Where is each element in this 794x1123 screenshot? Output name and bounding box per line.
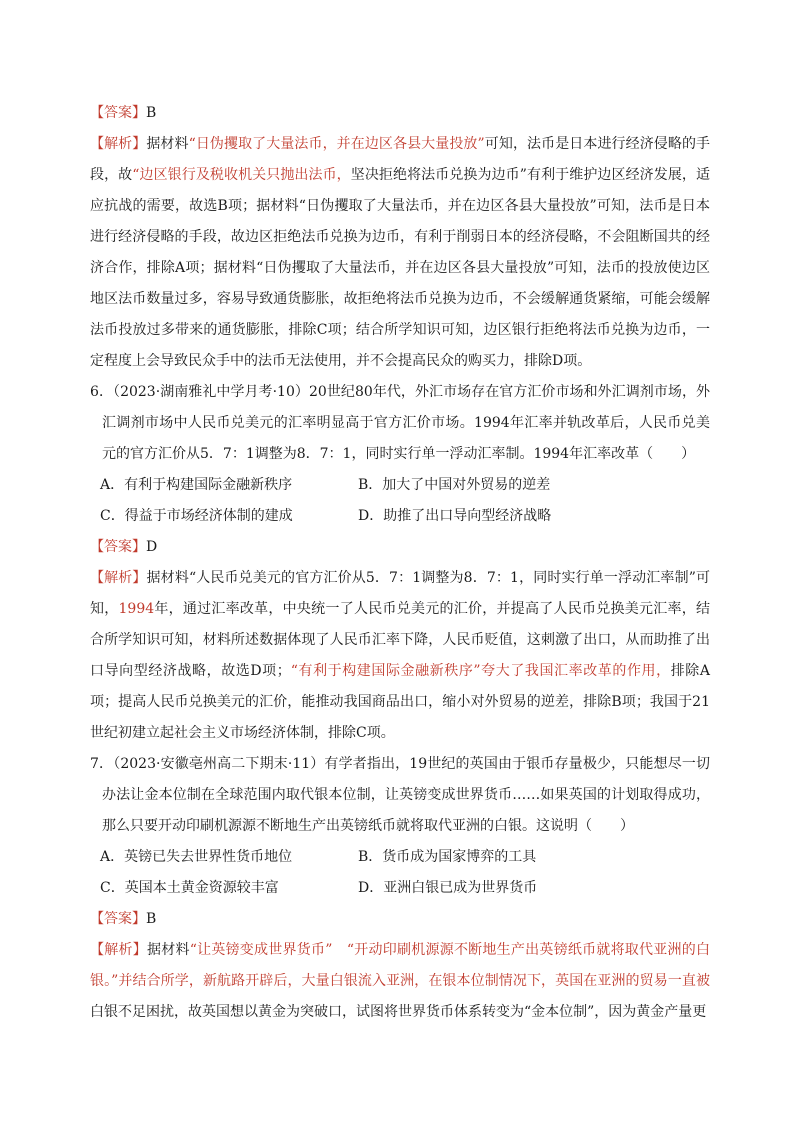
analysis-tag: 【解析】: [90, 570, 147, 586]
analysis-segment: 年，通过汇率改革，中央统一了人民币兑美元的汇价，并提高了人民币兑换美元汇率，结合所学知识可知，材料所述数据体现了人民币汇率下降，人民币贬值，这刺激了出口，从而助推了出口导向型经济战略，故选D项；: [90, 601, 711, 679]
analysis-tag: 【解析】: [90, 942, 147, 958]
analysis-segment: 排除A项；提高人民币兑换美元的汇价，能推动我国商品出口，缩小对外贸易的逆差，排除B项；我国于21世纪初建立起社会主义市场经济体制，排除C项。: [90, 663, 710, 741]
answer-value: B: [146, 911, 157, 927]
option-a: A．有利于构建国际金融新秩序: [100, 477, 293, 493]
option-b: B．货币成为国家博弈的工具: [358, 849, 537, 865]
q6-stem: [90, 377, 710, 470]
option-c: C．英国本土黄金资源较丰富: [100, 880, 279, 896]
analysis-segment: 可知，法币是日本进行经济侵略的手段，故: [90, 136, 711, 183]
answer-tag: 【答案】: [90, 911, 146, 927]
document-page: [90, 98, 710, 1028]
q7-options-row-1: [90, 842, 710, 873]
answer-tag: 【答案】: [90, 539, 146, 555]
q5-analysis: [90, 129, 710, 377]
q7-answer-line: [90, 904, 710, 935]
question-number: 6．: [90, 384, 114, 400]
q6-options-row-2: [90, 501, 710, 532]
analysis-tag: 【解析】: [90, 136, 147, 152]
answer-value: D: [146, 539, 158, 555]
option-a: A．英镑已失去世界性货币地位: [100, 849, 293, 865]
question-source: （2023·湖南雅礼中学月考·10）: [113, 384, 309, 400]
analysis-segment: 白银不足困扰，故英国想以黄金为突破口，试图将世界货币体系转变为“金本位制”，因为黄金产量更: [90, 1004, 707, 1020]
option-c: C．得益于市场经济体制的建成: [100, 508, 293, 524]
analysis-segment: 坚决拒绝将法币兑换为边币”有利于维护边区经济发展，适应抗战的需要，故选B项；据材料“日伪攫取了大量法币，并在边区各县大量投放”可知，法币是日本进行经济侵略的手段，故边区拒绝法币兑换为边币，有利于削弱日本的经济侵略，不会阻断国共的经济合作，排除A项；据材料“日伪攫取了大量法币，并在边区各县大量投放”可知，法币的投放使边区地区法币数量过多，容易导致通货膨胀，故拒绝将法币兑换为边币，不会缓解通货紧缩，可能会缓解法币投放过多带来的通货膨胀，排除C项；结合所学知识可知，边区银行拒绝将法币兑换为边币，一定程度上会导致民众手中的法币无法使用，并不会提高民众的购买力，排除D项。: [90, 167, 711, 369]
analysis-segment: “边区银行及税收机关只抛出法币，: [132, 167, 351, 183]
q6-answer-line: [90, 532, 710, 563]
q7-analysis: [90, 935, 710, 1028]
q6-options-row-1: [90, 470, 710, 501]
question-stem: 20世纪80年代，外汇市场存在官方汇价市场和外汇调剂市场，外汇调剂市场中人民币兑美元的汇率明显高于官方汇价市场。1994年汇率并轨改革后，人民币兑美元的官方汇价从5．7：1调整为8．7：1，同时实行单一浮动汇率制。1994年汇率改革（ ）: [102, 384, 710, 462]
analysis-segment: “让英镑变成世界货币” “开动印刷机源源不断地生产出英镑纸币就将取代亚洲的白银。”并结合所学，新航路开辟后，大量白银流入亚洲，在银本位制情况下，英国在亚洲的贸易一直被: [90, 942, 710, 989]
analysis-body: [90, 570, 710, 741]
analysis-segment: “有利于构建国际金融新秩序”夸大了我国汇率改革的作用，: [290, 663, 671, 679]
analysis-segment: 1994: [118, 601, 155, 617]
q5-answer-line: [90, 98, 710, 129]
q6-analysis: [90, 563, 710, 749]
analysis-segment: “日伪攫取了大量法币，并在边区各县大量投放”: [188, 136, 485, 152]
option-b: B．加大了中国对外贸易的逆差: [358, 477, 551, 493]
analysis-segment: 据材料“人民币兑美元的官方汇价从5．7：1调整为8．7：1，同时实行单一浮动汇率制”可知，: [90, 570, 710, 617]
q7-stem: [90, 749, 710, 842]
question-source: （2023·安徽亳州高二下期末·11）: [113, 756, 325, 772]
analysis-body: [90, 942, 710, 1020]
analysis-segment: 据材料: [146, 136, 189, 152]
q7-options-row-2: [90, 873, 710, 904]
analysis-segment: 据材料: [146, 942, 190, 958]
analysis-body: [90, 136, 710, 369]
answer-value: B: [146, 105, 157, 121]
question-number: 7．: [90, 756, 114, 772]
option-d: D．亚洲白银已成为世界货币: [358, 880, 538, 896]
question-stem: 有学者指出，19世纪的英国由于银币存量极少，只能想尽一切办法让金本位制在全球范围内取代银本位制，让英镑变成世界货币……如果英国的计划取得成功，那么只要开动印刷机源源不断地生产出英镑纸币就将取代亚洲的白银。这说明（ ）: [102, 756, 710, 834]
answer-tag: 【答案】: [90, 105, 146, 121]
option-d: D．助推了出口导向型经济战略: [358, 508, 552, 524]
